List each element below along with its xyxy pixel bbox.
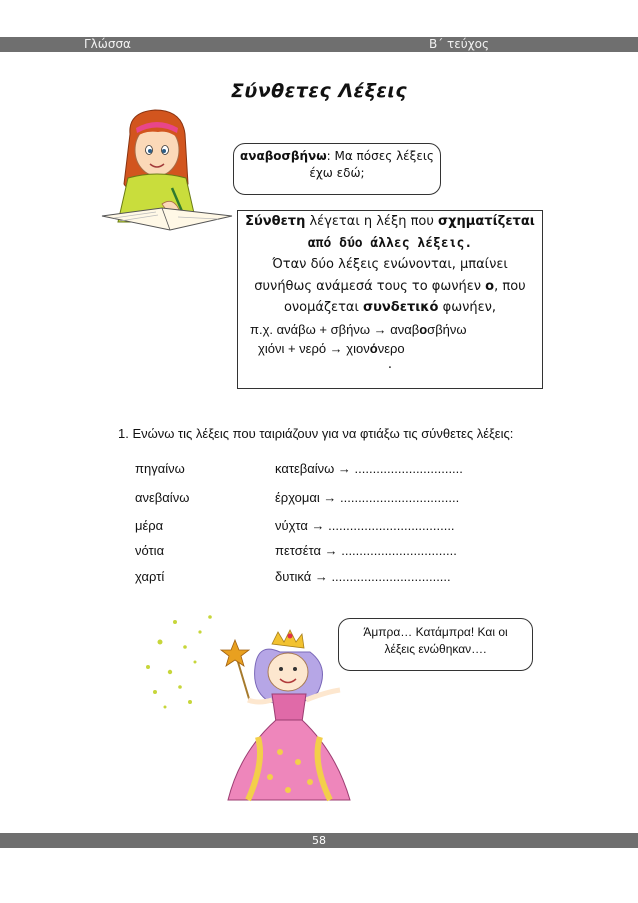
speech2-line2: λέξεις ενώθηκαν…. (384, 642, 487, 656)
example-vowel: ο (419, 321, 428, 337)
speech1-bold-word: αναβοσβήνω (240, 149, 327, 163)
right-word-blank[interactable]: κατεβαίνω → .............................. (275, 461, 463, 476)
fairy-illustration (140, 612, 355, 812)
example-1 (238, 319, 542, 341)
right-word-blank[interactable]: νύχτα → ................................... (275, 518, 455, 533)
rule-text: λέγεται η λέξη που (305, 214, 439, 229)
example-text: σβήνω (427, 321, 467, 337)
rule-line-5 (238, 297, 542, 319)
speech-bubble-fairy (338, 618, 533, 671)
rule-text: , που (494, 278, 526, 294)
speech-bubble-girl (233, 143, 441, 195)
speech1-rest: : Μα πόσες λέξεις (326, 149, 434, 163)
subject-label: Γλώσσα (84, 37, 131, 51)
rule-text: ονομάζεται (283, 300, 364, 315)
example-2 (238, 340, 542, 358)
rule-line-4 (238, 276, 542, 298)
left-word: νότια (135, 543, 165, 558)
rule-text: συνήθως ανάμεσά τους το φωνήεν (254, 278, 486, 294)
rule-term: Σύνθετη (245, 214, 306, 229)
rule-box (237, 210, 543, 389)
left-word: πηγαίνω (135, 461, 185, 476)
left-word: ανεβαίνω (135, 490, 190, 505)
right-word-blank[interactable]: δυτικά → ................................. (275, 569, 451, 584)
rule-text: φωνήεν, (438, 300, 497, 315)
page-title: Σύνθετες Λέξεις (230, 80, 408, 102)
rule-text-bold: συνδετικό (363, 300, 439, 315)
example-text: νερο (377, 341, 405, 356)
rule-line-3: Όταν δύο λέξεις ενώνονται, μπαίνει (272, 257, 508, 272)
girl-writing-illustration (100, 104, 235, 234)
speech1-line2: έχω εδώ; (309, 166, 365, 180)
speech2-line1: Άμπρα… Κατάμπρα! Και οι (363, 625, 508, 639)
rule-text-bold: σχηματίζεται (438, 214, 535, 229)
footer-bar (0, 833, 638, 848)
example-text: χιόνι + νερό → χιον (258, 341, 370, 356)
left-word: χαρτί (135, 569, 165, 584)
rule-line-1 (238, 211, 542, 233)
header-bar (0, 37, 638, 52)
right-word-blank[interactable]: πετσέτα → ................................ (275, 543, 457, 558)
right-word-blank[interactable]: έρχομαι → ................................. (275, 490, 460, 505)
left-word: μέρα (135, 518, 164, 533)
rule-dot: . (387, 357, 393, 372)
rule-line-2 (238, 233, 542, 255)
page-number: 58 (312, 834, 326, 847)
volume-label: Β΄ τεύχος (429, 37, 490, 51)
exercise-question: 1. Ενώνω τις λέξεις που ταιριάζουν για να φτιάξω τις σύνθετες λέξεις: (118, 426, 514, 441)
connecting-vowel: ο (485, 278, 495, 294)
example-text: π.χ. ανάβω + σβήνω → αναβ (250, 321, 420, 337)
rule-text-bold: από δύο άλλες λέξεις. (307, 235, 473, 251)
example-vowel: ό (369, 341, 378, 356)
